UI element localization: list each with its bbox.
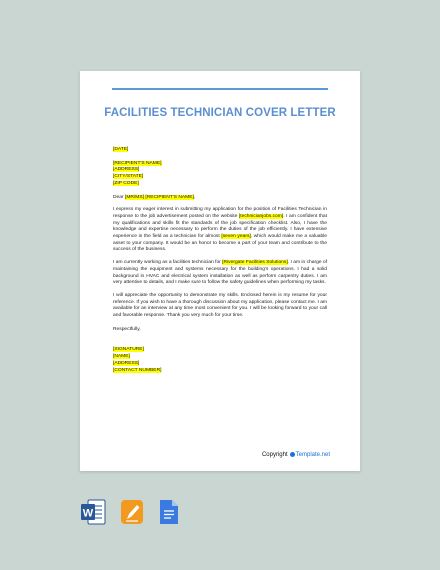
paragraph-3: I will appreciate the opportunity to demonstrate my skills. Enclosed herein is my resume for your reference. If you wish to have a thorough discussion about my application, please contact me. I am available for an interview at any time most convenient for you. I will be looking forward to your call and favorable response. Thank you very much for your time. [113, 292, 327, 319]
company-field: [Rivergate Facilities Solutions] [222, 260, 288, 266]
pages-icon[interactable] [119, 498, 145, 526]
word-icon[interactable] [80, 498, 106, 526]
closing: Respectfully, [113, 326, 141, 332]
paragraph-1: I express my eager interest in submitting my application for the position of Facilities Technician in response to the job advertisement posted on the website [technicianjobs.com]. I am confident that my qualifications and skills fit the standards of the job specification checklist. Also, I have the knowledge and expertise necessary to perform the duties of the job efficiently. I have extensive experience in the field as a technician for almost [seven years], which would make me a valuable asset to your company. It would be an honor to become a part of your team and contribute to the success of the business. [113, 207, 328, 253]
recipient-name-field: [RECIPIENT'S NAME] [113, 160, 162, 166]
brand-link[interactable]: Template.net [295, 452, 330, 459]
top-rule [112, 88, 328, 90]
google-docs-icon[interactable] [158, 498, 180, 526]
signature-name-field: [NAME] [113, 354, 130, 360]
experience-field: [seven years] [221, 234, 251, 240]
salutation: Dear [MR/MS] [RECIPIENT'S NAME], [113, 194, 196, 200]
signature-address-field: [ADDRESS] [113, 360, 140, 366]
document-body [113, 147, 327, 374]
salutation-name-field: [MR/MS] [RECIPIENT'S NAME] [124, 194, 194, 200]
recipient-address-field: [ADDRESS] [113, 167, 140, 173]
recipient-zip-field: [ZIP CODE] [113, 180, 139, 186]
paragraph-2: I am currently working as a facilities technician for [Rivergate Facilities Solutions]. I am in charge of maintaining the equipment and systems necessary for the building's operations. I had a solid background in HVAC and electrical system installation as well as perform carpentry duties. I am very attentive to details, and I make sure to follow the safety guidelines when performing my tasks. [113, 260, 327, 286]
document-title: FACILITIES TECHNICIAN COVER LETTER [104, 107, 336, 119]
copyright-footer: Copyright Template.net [261, 452, 330, 459]
contact-number-field: [CONTACT NUMBER] [113, 367, 162, 373]
date-field: [DATE] [113, 147, 129, 152]
recipient-city-field: [CITY/STATE] [113, 174, 144, 180]
template-logo-icon [290, 452, 295, 457]
document-page [80, 71, 360, 471]
website-field: [technicianjobs.com] [238, 213, 284, 219]
svg-text:W: W [82, 507, 94, 520]
signature-field: [SIGNATURE] [113, 347, 144, 353]
app-icons [0, 498, 440, 526]
